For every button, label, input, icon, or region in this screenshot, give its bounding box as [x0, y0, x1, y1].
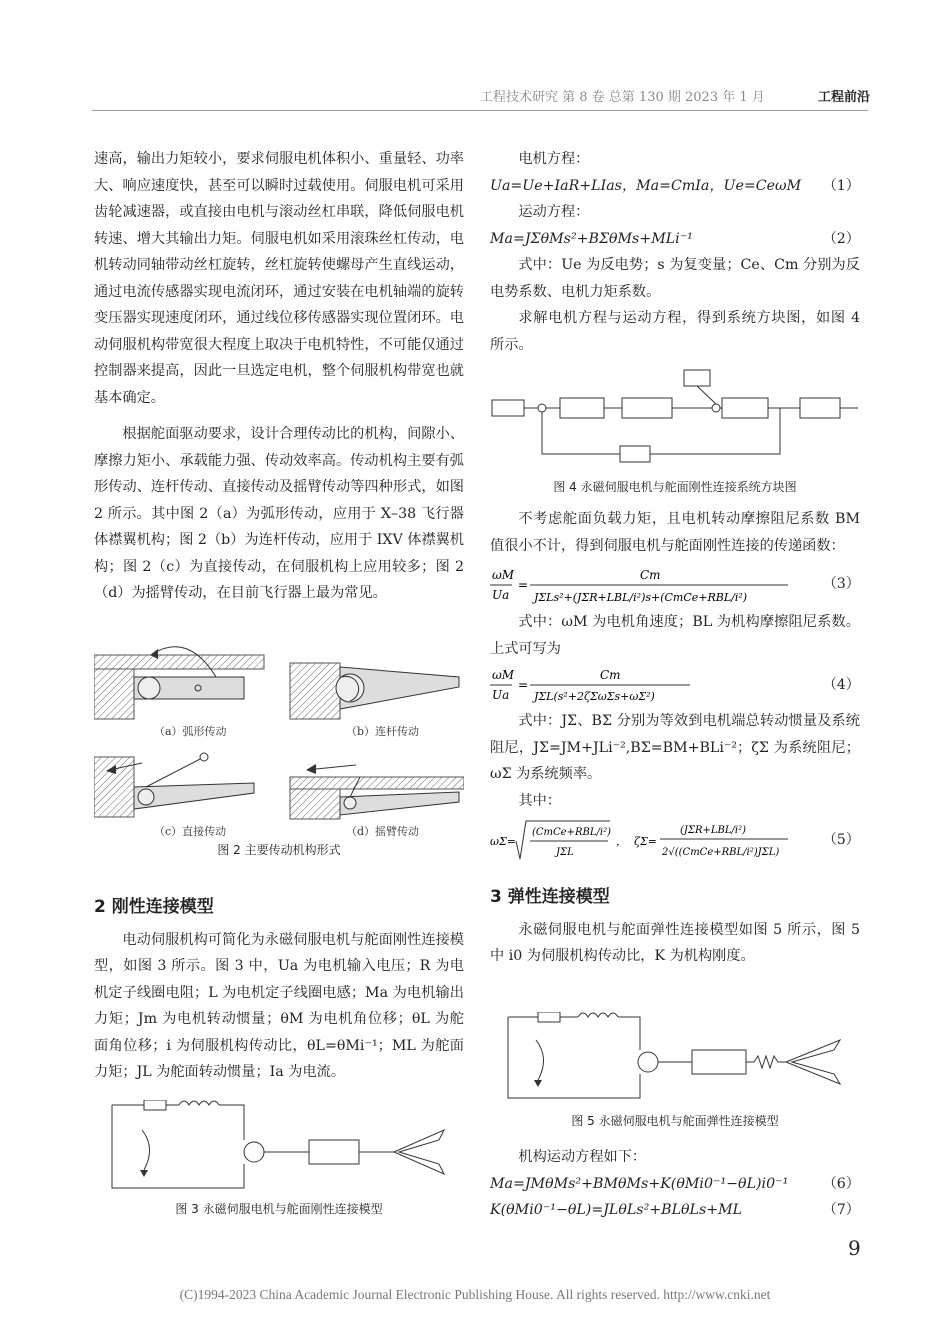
svg-text:ζΣ=: ζΣ= [634, 835, 657, 848]
section-name: 工程前沿 [817, 90, 870, 105]
fig2-sub-c: （c）直接传动 [154, 825, 227, 837]
figure-2 [94, 637, 464, 857]
header-rule [92, 110, 868, 111]
figure-5 [490, 1012, 860, 1132]
paragraph-3: 电动伺服机构可简化为永磁伺服电机与舵面刚性连接模型，如图 3 所示。图 3 中，Ua 为电机输入电压；R 为电机定子线圈电阻；L 为电机定子线圈电感；Ma 为电机输出力矩；Jm 为电机转动惯量；θM 为电机角位移；θL 为舵面角位移；i 为伺服机构传动比，θL=θMi⁻¹；ML 为舵面力矩；JL 为舵面转动惯量；Ia 为电流。 [94, 931, 464, 1080]
fig2-sub-b: （b）连杆传动 [346, 725, 420, 738]
rocker-drive-sketch [290, 764, 464, 819]
equation-3 [490, 559, 860, 609]
svg-text:ωM: ωM [492, 568, 515, 582]
svg-text:，: ， [616, 835, 627, 848]
equation-7-body: K(θMi0⁻¹−θL)=JLθLs²+BLθLs+ML [490, 1202, 743, 1218]
fig2-sub-a: （a）弧形传动 [154, 725, 227, 738]
left-column-lower [94, 894, 464, 1086]
where-label: 其中： [518, 792, 561, 809]
equation-6-number: （6） [822, 1175, 860, 1192]
equation-6 [490, 1171, 860, 1198]
page-number: 9 [848, 1236, 861, 1260]
equation-3-number: （3） [822, 575, 860, 592]
figure-4 [490, 368, 860, 493]
svg-text:ωΣ=: ωΣ= [490, 835, 516, 848]
paragraph-r7: 式中：JΣ、BΣ 分别为等效到电机端总转动惯量及系统阻尼，JΣ=JM+JLi⁻²,BΣ=BM+BLi⁻²；ζΣ 为系统阻尼；ωΣ 为系统频率。 [490, 713, 860, 782]
figure-3-drawing [94, 1100, 464, 1192]
arc-drive-sketch [94, 647, 264, 719]
equation-7-number: （7） [822, 1202, 860, 1218]
section-heading-2: 2 刚性连接模型 [94, 897, 214, 917]
figure-5-drawing [490, 1012, 860, 1102]
svg-text:Cm: Cm [600, 668, 621, 682]
figure-5-caption: 图 5 永磁伺服电机与舵面弹性连接模型 [571, 1114, 779, 1128]
paragraph-r9: 永磁伺服电机与舵面弹性连接模型如图 5 所示，图 5 中 i0 为伺服机构传动比，K 为机构刚度。 [490, 921, 860, 964]
paragraph-r5: 不考虑舵面负载力矩，且电机转动摩擦阻尼系数 BM 值很小不计，得到伺服电机与舵面刚性连接的传递函数： [490, 511, 860, 554]
equation-4 [490, 662, 860, 708]
equation-5 [490, 814, 860, 866]
svg-text:(JΣR+LBL/i²): (JΣR+LBL/i²) [680, 825, 746, 836]
equation-4-fraction [490, 663, 710, 707]
figure-2-caption: 图 2 主要传动机构形式 [217, 843, 341, 857]
equation-5-number: （5） [822, 831, 860, 848]
right-column [490, 146, 860, 358]
svg-text:JΣL: JΣL [556, 847, 574, 858]
figure-4-drawing [490, 368, 860, 466]
equation-1-body: Ua=Ue+IaR+LIas，Ma=CmIa，Ue=CeωM [490, 177, 802, 194]
equation-1 [490, 173, 860, 200]
equation-2 [490, 226, 860, 253]
equation-3-fraction [490, 561, 790, 607]
svg-text:JΣL(s²+2ζΣωΣs+ωΣ²): JΣL(s²+2ζΣωΣs+ωΣ²) [534, 690, 655, 703]
equation-2-number: （2） [822, 230, 860, 247]
right-column-middle [490, 506, 860, 970]
right-column-bottom [490, 1144, 860, 1224]
paragraph-r3: 式中：Ue 为反电势；s 为复变量；Ce、Cm 分别为反电势系数、电机力矩系数。 [490, 257, 860, 300]
svg-text:(CmCe+RBL/i²): (CmCe+RBL/i²) [532, 827, 611, 838]
figure-4-caption: 图 4 永磁伺服电机与舵面刚性连接系统方块图 [553, 480, 797, 494]
paragraph-r6: 式中：ωM 为电机角速度；BL 为机构摩擦阻尼系数。上式可写为 [490, 614, 860, 657]
journal-info: 工程技术研究 第 8 卷 总第 130 期 2023 年 1 月 [480, 90, 765, 105]
paragraph-r4: 求解电机方程与运动方程，得到系统方块图，如图 4 所示。 [490, 310, 860, 353]
svg-text:=: = [518, 678, 529, 692]
equation-5-fraction [490, 815, 790, 865]
motion-equations-label: 机构运动方程如下： [518, 1149, 647, 1165]
equation-2-body: Ma=JΣθMs²+BΣθMs+MLi⁻¹ [490, 230, 693, 247]
figure-3 [94, 1100, 464, 1220]
svg-text:Cm: Cm [640, 568, 661, 582]
left-column [94, 146, 464, 607]
paragraph-2: 根据舵面驱动要求，设计合理传动比的机构，间隙小、摩擦力矩小、承载能力强、传动效率高。传动机构主要有弧形传动、连杆传动、直接传动及摇臂传动等四种形式，如图 2 所示。其中图 2（a）为弧形传动，应用于 X–38 飞行器体襟翼机构；图 2（b）为连杆传动，应用于 IXV 体襟翼机构；图 2（c）为直接传动，在伺服机构上应用较多；图 2（d）为摇臂传动，在目前飞行器上最为常见。 [94, 426, 464, 601]
figure-3-caption: 图 3 永磁伺服电机与舵面刚性连接模型 [175, 1202, 383, 1216]
svg-text:2√((CmCe+RBL/i²)JΣL): 2√((CmCe+RBL/i²)JΣL) [662, 847, 780, 858]
svg-text:JΣLs²+(JΣR+LBL/i²)s+(CmCe+RBL/: JΣLs²+(JΣR+LBL/i²)s+(CmCe+RBL/i²) [534, 591, 748, 604]
fig2-sub-d: （d）摇臂传动 [346, 825, 420, 837]
equation-6-body: Ma=JMθMs²+BMθMs+K(θMi0⁻¹−θL)i0⁻¹ [490, 1175, 789, 1192]
equation-4-number: （4） [822, 676, 860, 693]
svg-text:ωM: ωM [492, 668, 515, 682]
equation-1-number: （1） [822, 177, 860, 194]
copyright-footer: (C)1994-2023 China Academic Journal Electronic Publishing House. All rights reserved. http://www.cnki.net [179, 1287, 771, 1302]
svg-text:Ua: Ua [492, 588, 510, 602]
paragraph-1: 速高，输出力矩较小，要求伺服电机体积小、重量轻、功率大、响应速度快，甚至可以瞬时过载使用。伺服电机可采用齿轮减速器，或直接由电机与滚动丝杠串联，降低伺服电机转速、增大其输出力矩。伺服电机如采用滚珠丝杠传动，电机转动同轴带动丝杠旋转，丝杠旋转使螺母产生直线运动，通过电流传感器实现电流闭环，通过安装在电机轴端的旋转变压器实现速度闭环，通过线位移传感器实现位置闭环。电动伺服机构带宽很大程度上取决于电机特性，不可能仅通过控制器来提高，因此一旦选定电机，整个伺服机构带宽也就基本确定。 [94, 151, 464, 406]
direct-drive-sketch [94, 753, 254, 817]
equation-7 [490, 1197, 860, 1224]
svg-text:Ua: Ua [492, 688, 510, 702]
linkage-drive-sketch [290, 663, 459, 719]
motion-equation-label: 运动方程： [518, 204, 590, 220]
motor-equation-label: 电机方程： [518, 151, 590, 167]
figure-2-drawing [94, 637, 464, 837]
section-heading-3: 3 弹性连接模型 [490, 887, 610, 907]
svg-text:=: = [518, 578, 529, 592]
